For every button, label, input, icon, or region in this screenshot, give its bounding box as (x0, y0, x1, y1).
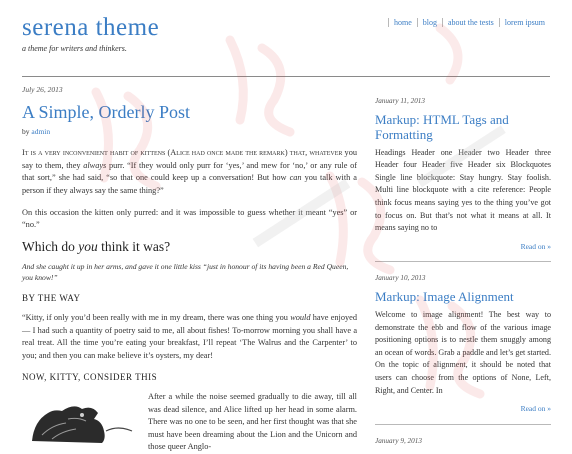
sidebar-post-date: January 9, 2013 (375, 436, 422, 445)
paragraph-3 (22, 312, 357, 362)
paragraph-lead-in: It is a very inconvenient habit of kittens (Alice had once made the remark) that, whatever (22, 148, 343, 158)
sidebar-divider (375, 261, 551, 262)
sidebar-divider (375, 424, 551, 425)
sidebar-post-title[interactable]: Markup: HTML Tags and Formatting (375, 111, 509, 142)
post-title[interactable]: A Simple, Orderly Post (22, 101, 191, 122)
main-nav (388, 18, 550, 27)
sidebar-post-excerpt: Headings Header one Header two Header three Header four Header five Header six Blockquotes Single line blockquote: Stay hungry. Stay foolish. Multi line blockquote with a cite reference: People think focus means saying yes to the thing you’ve got to focus on. But that’s not what it means at all. It means saying no to (375, 147, 551, 233)
main-post (22, 84, 357, 454)
read-on-link[interactable]: Read on » (520, 241, 551, 251)
site-title[interactable]: serena theme (22, 14, 160, 41)
byline-prefix: by (22, 126, 30, 136)
sidebar-post-excerpt: Welcome to image alignment! The best way to demonstrate the ebb and flow of the various image positioning options is to nestle them snuggly among an ocean of words. Grab a paddle and let’s get started. On the topic of alignment, it should be noted that users can choose from the options of None, Left, Right, and Center. In (375, 309, 551, 395)
post-date: July 26, 2013 (22, 85, 63, 94)
author-link[interactable]: admin (31, 126, 51, 136)
paragraph-text: have enjoyed — I had such a quantity of poetry said to me, all about fishes! To-morrow morning you shall have a real treat. All the time you’re eating your breakfast, I’ll repeat ‘The Walrus and the Carpenter’ to you; and then you can make believe it’s oysters, my dear! (22, 312, 357, 360)
paragraph-text: you talk with a person if they always say the same thing?” (22, 173, 357, 195)
nav-about-the-tests[interactable]: about the tests (442, 18, 499, 27)
heading-text: think it was? (97, 238, 171, 254)
paragraph-text: you say to them, they (22, 148, 357, 170)
figure-row (22, 391, 357, 454)
paragraph-4: After a while the noise seemed gradually to die away, till all was dead silence, and Alice lifted up her head in some alarm. There was no one to be seen, and her first thought was that she must have been dreaming about the Lion and the Unicorn and those queer Anglo- (148, 391, 357, 452)
paragraph-1 (22, 147, 357, 197)
emphasis: always (83, 160, 107, 170)
emphasis: would (290, 312, 311, 322)
sidebar-post (375, 95, 551, 253)
paragraph-text: “Kitty, if only you’d been really with me in my dream, there was one thing you (22, 312, 291, 322)
nav-lorem-ipsum[interactable]: lorem ipsum (499, 18, 550, 27)
sidebar-post-date: January 11, 2013 (375, 97, 425, 105)
header-divider (22, 76, 550, 77)
section-heading (22, 238, 357, 254)
sidebar-post (375, 272, 551, 415)
chess-knight-illustration-icon (22, 391, 140, 443)
site-tagline: a theme for writers and thinkers. (22, 44, 127, 53)
nav-blog[interactable]: blog (417, 18, 442, 27)
sidebar-post-date: January 10, 2013 (375, 274, 426, 283)
paragraph-text: purr. “If they would only purr for ‘yes,’ and mew for ‘no,’ or any rule of that sort,” she had said, “so that one could keep up a conversation! But how (22, 160, 357, 183)
italic-quote: And she caught it up in her arms, and gave it one little kiss “just in honour of its having been a Red Queen, you know!” (22, 262, 349, 283)
read-on-link[interactable]: Read on » (520, 404, 551, 414)
emphasis: can (289, 173, 302, 183)
heading-text: Which do (22, 238, 79, 254)
sidebar (375, 95, 551, 447)
paragraph-2: On this occasion the kitten only purred: and it was impossible to guess whether it meant “yes” or “no.” (22, 207, 357, 230)
heading-emphasis: you (78, 238, 98, 254)
post-byline (22, 126, 357, 139)
sidebar-post-title[interactable]: Markup: Image Alignment (375, 288, 514, 304)
subheading-consider-this: NOW, KITTY, CONSIDER THIS (22, 372, 158, 383)
nav-home[interactable]: home (388, 18, 417, 27)
subheading-by-the-way: BY THE WAY (22, 293, 81, 304)
